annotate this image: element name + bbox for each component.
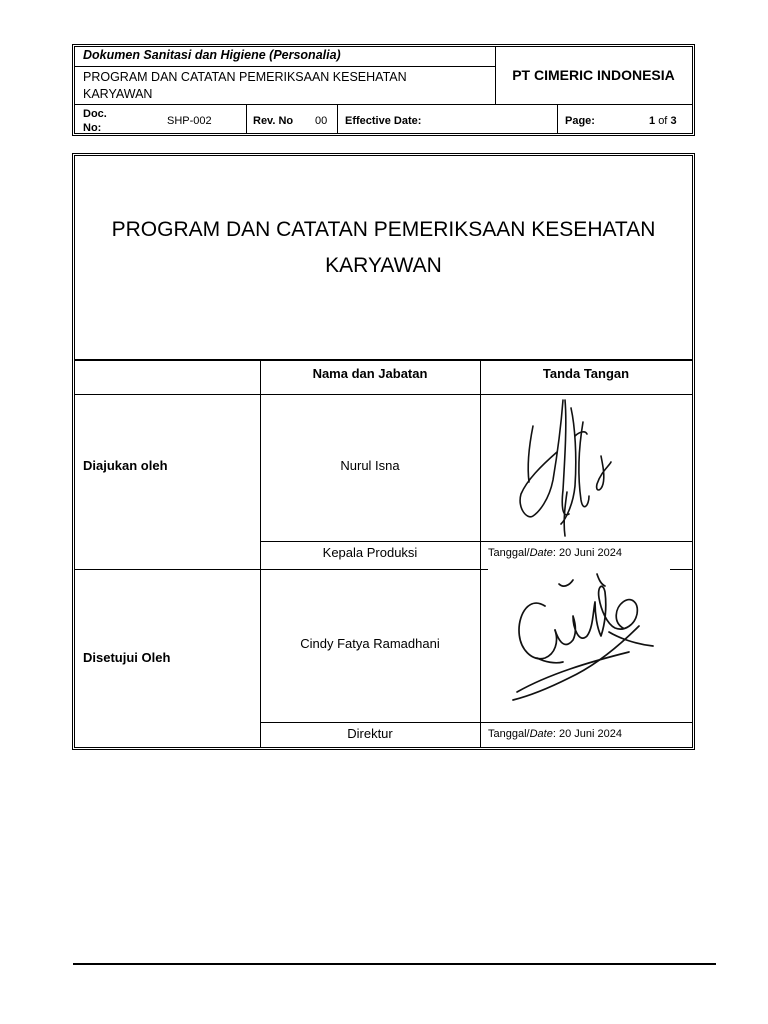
doc-title-line2: KARYAWAN xyxy=(83,87,153,101)
date-label-italic: Date xyxy=(529,547,553,559)
divider xyxy=(75,104,692,105)
submitter-date xyxy=(488,547,622,559)
page-title-line2: KARYAWAN xyxy=(325,254,442,277)
rev-value: 00 xyxy=(315,115,328,127)
company-name: PT CIMERIC INDONESIA xyxy=(512,67,675,83)
rev-label: Rev. No xyxy=(253,115,294,127)
divider xyxy=(75,569,260,570)
col-name-header: Nama dan Jabatan xyxy=(312,366,428,381)
date-label: Tanggal/ xyxy=(488,728,530,740)
date-value: : 20 Juni 2024 xyxy=(552,547,622,559)
divider xyxy=(260,569,488,570)
approved-by-label: Disetujui Oleh xyxy=(83,650,171,665)
date-value: : 20 Juni 2024 xyxy=(552,728,622,740)
doc-no-label-2: No: xyxy=(83,122,102,134)
divider xyxy=(337,104,338,133)
page-label: Page: xyxy=(565,115,595,127)
page-of: of xyxy=(658,115,668,127)
submitter-signature xyxy=(505,396,675,538)
doc-title-line1: PROGRAM DAN CATATAN PEMERIKSAAN KESEHATAN xyxy=(83,70,407,84)
submitter-position: Kepala Produksi xyxy=(322,545,418,560)
doc-no-label-1: Doc. xyxy=(83,108,107,120)
page-title-line1: PROGRAM DAN CATATAN PEMERIKSAAN KESEHATAN xyxy=(111,218,656,241)
page-title xyxy=(75,212,692,284)
col-sign-header: Tanda Tangan xyxy=(542,366,630,381)
doc-title xyxy=(83,69,407,103)
approver-date xyxy=(488,728,622,740)
approver-signature xyxy=(489,566,675,714)
divider xyxy=(75,394,692,395)
doc-category: Dokumen Sanitasi dan Higiene (Personalia) xyxy=(83,48,341,62)
effective-date-label: Effective Date: xyxy=(345,115,422,127)
submitted-by-label: Diajukan oleh xyxy=(83,458,168,473)
document-header xyxy=(72,44,695,136)
divider xyxy=(260,541,692,542)
date-label-italic: Date xyxy=(529,728,553,740)
divider xyxy=(260,722,692,723)
approver-position: Direktur xyxy=(347,726,393,741)
doc-no-value: SHP-002 xyxy=(167,115,212,127)
doc-no-label xyxy=(83,107,107,135)
divider xyxy=(557,104,558,133)
page-indicator xyxy=(649,115,677,127)
date-label: Tanggal/ xyxy=(488,547,530,559)
submitter-name: Nurul Isna xyxy=(340,458,400,473)
table-top-border xyxy=(75,359,692,361)
divider xyxy=(75,66,495,67)
footer-rule xyxy=(73,963,716,965)
cover-page xyxy=(72,153,695,750)
page-current: 1 xyxy=(649,115,656,127)
approver-name: Cindy Fatya Ramadhani xyxy=(300,636,440,651)
page-total: 3 xyxy=(670,115,677,127)
divider xyxy=(480,360,481,748)
divider xyxy=(246,104,247,133)
